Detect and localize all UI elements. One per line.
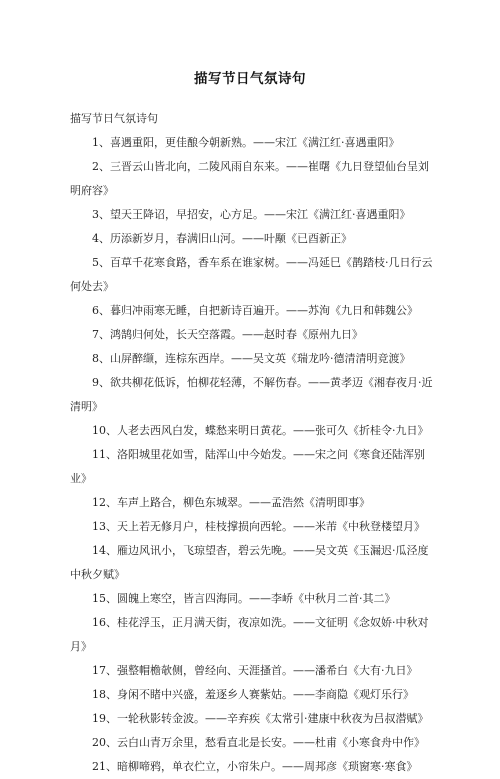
- document-subtitle: 描写节日气氛诗句: [70, 112, 158, 125]
- poem-line-number: 8、: [92, 352, 110, 365]
- poem-list: [70, 131, 438, 779]
- poem-line-text: 喜遇重阳，更佳酿今朝新熟。——宋江《满江红·喜遇重阳》: [110, 136, 400, 149]
- poem-line-number: 3、: [92, 208, 110, 221]
- poem-line: [70, 731, 438, 755]
- poem-line-number: 21、: [92, 760, 117, 773]
- poem-line: [70, 227, 438, 251]
- poem-line: [70, 683, 438, 707]
- poem-line-number: 1、: [92, 136, 110, 149]
- poem-line-number: 19、: [92, 712, 117, 725]
- poem-line-number: 15、: [92, 592, 117, 605]
- poem-line-text: 人老去西风白发，蝶愁来明日黄花。——张可久《折桂令·九日》: [117, 424, 429, 437]
- poem-line-text: 一轮秋影转金波。——辛弃疾《太常引·建康中秋夜为吕叔潜赋》: [117, 712, 429, 725]
- poem-line-number: 18、: [92, 688, 117, 701]
- poem-line: [70, 131, 438, 155]
- poem-line-text: 雁边风讯小，飞琼望杳，碧云先晚。——吴文英《玉漏迟·瓜泾度中秋夕赋》: [70, 544, 429, 581]
- poem-line-text: 车声上路合，柳色东城翠。——孟浩然《清明即事》: [117, 496, 370, 509]
- poem-line: [70, 251, 438, 299]
- poem-line: [70, 587, 438, 611]
- poem-line: [70, 299, 438, 323]
- poem-line-number: 9、: [92, 376, 110, 389]
- poem-line-number: 16、: [92, 616, 117, 629]
- poem-line-text: 欲共柳花低诉，怕柳花轻薄，不解伤春。——黄孝迈《湘春夜月·近清明》: [70, 376, 433, 413]
- poem-line-text: 天上若无修月户，桂枝撑损向西轮。——米芾《中秋登楼望月》: [117, 520, 425, 533]
- poem-line: [70, 539, 438, 587]
- poem-line-text: 洛阳城里花如雪，陆浑山中今始发。——宋之问《寒食还陆浑别业》: [70, 448, 425, 485]
- poem-line-number: 6、: [92, 304, 110, 317]
- poem-line: [70, 347, 438, 371]
- poem-line-text: 暗柳啼鸦，单衣伫立，小帘朱户。——周邦彦《琐窗寒·寒食》: [117, 760, 418, 773]
- poem-line: [70, 611, 438, 659]
- poem-line-number: 4、: [92, 232, 110, 245]
- poem-line-text: 身闲不睹中兴盛，羞逐乡人赛紫姑。——李商隐《观灯乐行》: [117, 688, 414, 701]
- poem-line-text: 圆魄上寒空，皆言四海同。——李峤《中秋月二首·其二》: [117, 592, 396, 605]
- poem-line-text: 望天王降诏，早招安，心方足。——宋江《满江红·喜遇重阳》: [110, 208, 411, 221]
- poem-line-text: 暮归冲雨寒无睡，自把新诗百遍开。——苏洵《九日和韩魏公》: [110, 304, 418, 317]
- poem-line-text: 百草千花寒食路，香车系在谁家树。——冯延巳《鹊踏枝·几日行云何处去》: [70, 256, 433, 293]
- poem-line-number: 5、: [92, 256, 110, 269]
- poem-line-text: 三晋云山皆北向，二陵风雨自东来。——崔曙《九日登望仙台呈刘明府容》: [70, 160, 429, 197]
- poem-line: [70, 659, 438, 683]
- poem-line: [70, 371, 438, 419]
- poem-line-number: 2、: [92, 160, 110, 173]
- poem-line: [70, 515, 438, 539]
- document-body: [70, 107, 438, 779]
- poem-line-number: 12、: [92, 496, 117, 509]
- poem-line: [70, 155, 438, 203]
- poem-line-number: 10、: [92, 424, 117, 437]
- poem-line: [70, 419, 438, 443]
- poem-line: [70, 491, 438, 515]
- poem-line-number: 14、: [92, 544, 117, 557]
- poem-line-text: 云白山青万余里，愁看直北是长安。——杜甫《小寒食舟中作》: [117, 736, 425, 749]
- poem-line: [70, 323, 438, 347]
- poem-line-text: 鸿鹄归何处，长天空落霞。——赵时春《原州九日》: [110, 328, 363, 341]
- poem-line-number: 17、: [92, 664, 117, 677]
- poem-line: [70, 755, 438, 779]
- poem-line: [70, 707, 438, 731]
- poem-line-text: 山屏醉缬，连棕东西岸。——吴文英《瑞龙吟·德清清明竞渡》: [110, 352, 411, 365]
- poem-line-number: 7、: [92, 328, 110, 341]
- poem-line-number: 11、: [92, 448, 117, 461]
- poem-line-text: 强整帽檐欹侧，曾经向、天涯搔首。——潘希白《大有·九日》: [117, 664, 418, 677]
- poem-line-number: 20、: [92, 736, 117, 749]
- poem-line-text: 历添新岁月，春满旧山河。——叶颙《已酉新正》: [110, 232, 352, 245]
- poem-line: [70, 203, 438, 227]
- poem-line: [70, 443, 438, 491]
- document-title: 描写节日气氛诗句: [194, 71, 306, 87]
- poem-line-number: 13、: [92, 520, 117, 533]
- poem-line-text: 桂花浮玉，正月满天街，夜凉如洗。——文征明《念奴娇·中秋对月》: [70, 616, 429, 653]
